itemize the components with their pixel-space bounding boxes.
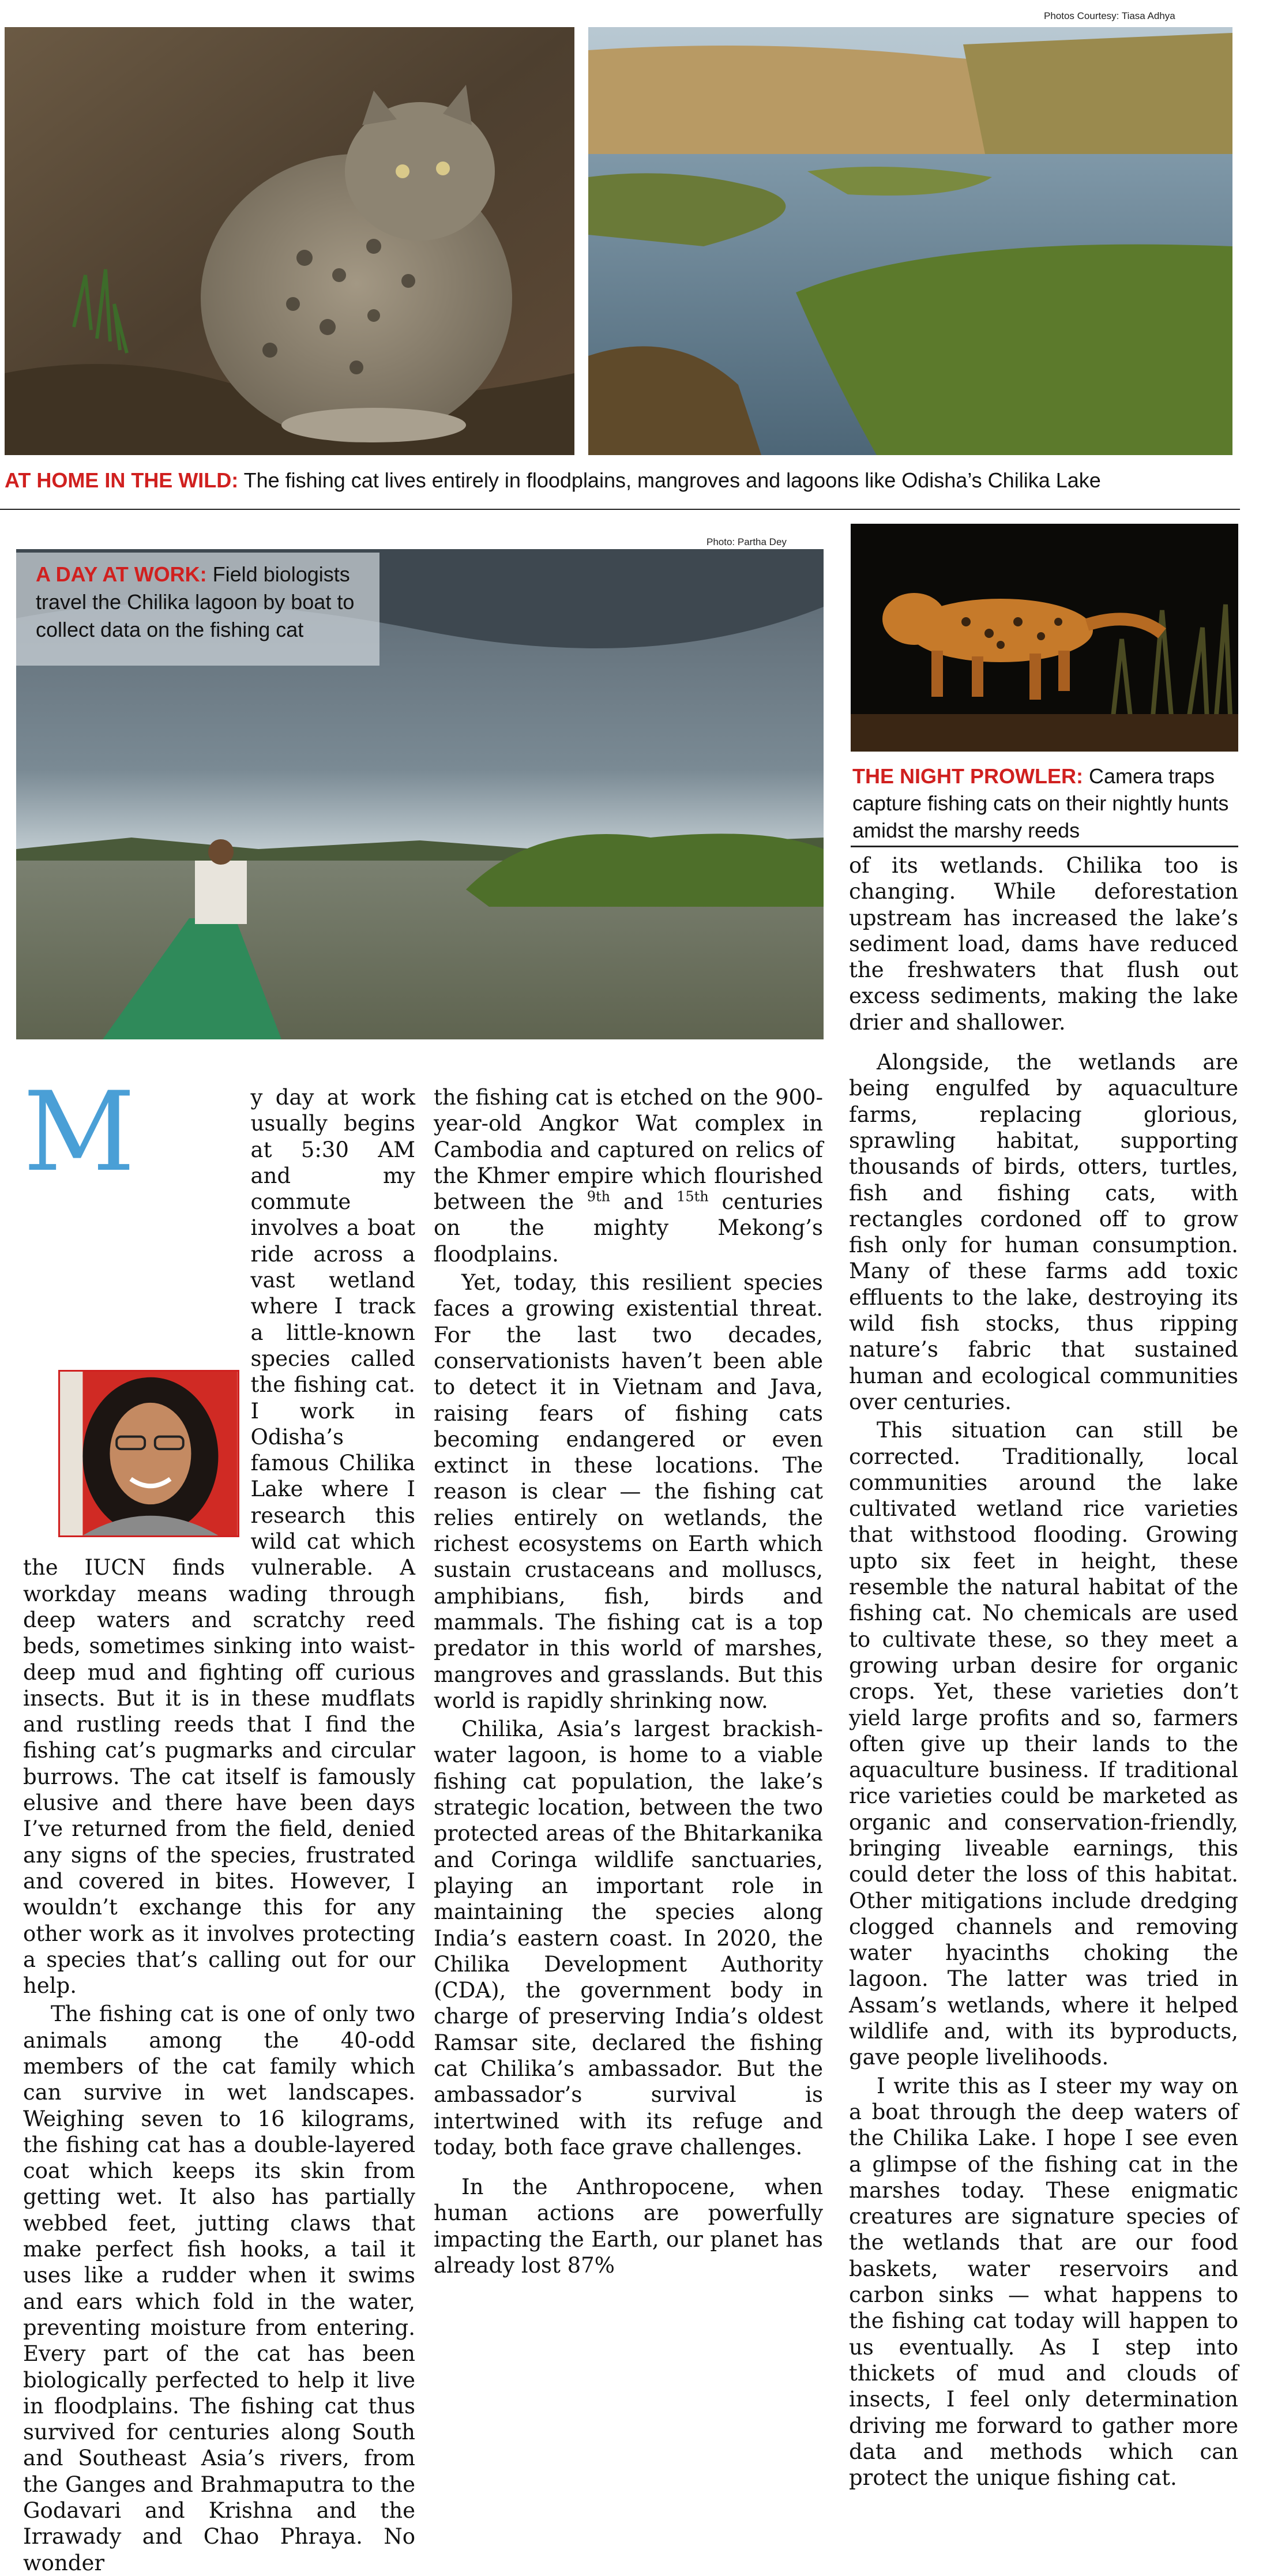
caption-text: Camera traps capture fishing cats on their nightly hunts amidst the marshy reeds <box>852 764 1229 842</box>
photo-credit-middle: Photo: Partha Dey <box>706 536 787 547</box>
caption-day-at-work <box>16 553 379 666</box>
drop-cap: M <box>23 1068 136 1196</box>
paragraph-text: I write this as I steer my way on a boat through the deep waters of the Chilika Lake. I hope I see even a glimpse of the fishing cat in the marshes today. These enigmatic creatures are signature species of the wetlands that are our food baskets, water reservoirs and carbon sinks — what happens to the fishing cat today will happen to us eventually. As I step into thickets of mud and clouds of insects, I feel only determination driving me forward to gather more data and methods which can protect the unique fishing cat. <box>849 2073 1238 2491</box>
superscript: 9th <box>587 1188 611 1205</box>
paragraph-text: y day at work usually begins at 5:30 AM and my commute involves a boat ride across a vast wetland where I track a little-known species called the fishing cat. I work in Odisha’s famous Chilika Lake where I research this wild cat which the IUCN finds vulnerable. A workday means wading through deep waters and scratchy reed beds, sometimes sinking into waist-deep mud and fighting off curious insects. But it is in these mudflats and rustling reeds that I find the fishing cat’s pugmarks and circular burrows. The cat itself is famously elusive and there have been days I’ve returned from the field, denied any signs of the species, frustrated and covered in bites. However, I wouldn’t exchange this for any other work as it involves protecting a species that’s calling out for our help. <box>23 1085 415 1999</box>
paragraph-text: of its wetlands. Chilika too is changing. While deforestation upstream has increased the lake’s sediment load, dams have reduced the freshwaters that flush out excess sediments, making the lake drier and shallower. <box>849 853 1238 1035</box>
article-column-1 <box>23 1068 415 2576</box>
caption-home-in-the-wild <box>5 466 1239 495</box>
paragraph-text: Chilika, Asia’s largest brackish-water lagoon, is home to a viable fishing cat population, the lake’s strategic location, between the two protected areas of the Bhitarkanika and Coringa wildlife sanctuaries, playing an important role in maintaining the species along India’s eastern coast. In 2020, the Chilika Development Authority (CDA), the government body in charge of preserving India’s oldest Ramsar site, declared the fishing cat Chilika’s ambassador. But the ambassador’s survival is intertwined with its refuge and today, both face grave challenges. <box>434 1717 823 2160</box>
article-column-2 <box>434 1084 823 2278</box>
photo-credit-top: Photos Courtesy: Tiasa Adhya <box>1044 10 1175 21</box>
divider <box>851 846 1238 847</box>
caption-text: Field biologists travel the Chilika lagoon by boat to collect data on the fishing cat <box>36 562 355 641</box>
caption-night-prowler <box>852 763 1245 844</box>
paragraph-text: This situation can still be corrected. Traditionally, local communities around the lake cultivated wetland rice varieties that withstood flooding. Growing upto six feet in height, these resemble the natural habitat of the fishing cat. No chemicals are used to cultivate these, so they meet a growing urban desire for organic crops. Yet, these varieties don’t yield large profits and so, farmers often give up their lands to the aquaculture business. If traditional rice varieties could be marketed as organic and conservation-friendly, bringing liveable earnings, this could deter the loss of this habitat. Other mitigations include dredging clogged channels and removing water hyacinths choking the lagoon. The latter was tried in Assam’s wetlands, where it helped wildlife and, with its byproducts, gave people livelihoods. <box>849 1418 1238 2070</box>
paragraph-text: The fishing cat is one of only two animals among the 40-odd members of the cat family which can survive in wet landscapes. Weighing seven to 16 kilograms, the fishing cat has a double-layered coat which keeps its skin from getting wet. It also has partially webbed feet, jutting claws that make perfect fish hooks, a tail it uses like a rudder when it swims and ears which fold in the water, preventing moisture from entering. Every part of the cat has been biologically perfected to help it live in floodplains. The fishing cat thus survived for centuries along South and Southeast Asia’s rivers, from the Ganges and Brahmaputra to the Godavari and Krishna and the Irrawady and Chao Phraya. No wonder <box>23 2002 415 2575</box>
caption-text: The fishing cat lives entirely in floodplains, mangroves and lagoons like Odisha’s Chilika Lake <box>238 468 1101 492</box>
paragraph-text: the fishing cat is etched on the 900-year-old Angkor Wat complex in Cambodia and captured on relics of the Khmer empire which flourished between the <box>434 1085 823 1215</box>
caption-lead: AT HOME IN THE WILD: <box>5 468 239 492</box>
paragraph-text: Alongside, the wetlands are being engulfed by aquaculture farms, replacing glorious, sprawling habitat, supporting thousands of birds, otters, turtles, fish and fishing cats, with rectangles cordoned off to grow fish only for human consumption. Many of these farms add toxic effluents to the lake, destroying its wild fish stocks, thus ripping nature’s fabric that sustained human and ecological communities over centuries. <box>849 1050 1238 1414</box>
paragraph-text: and <box>610 1189 677 1215</box>
caption-lead: THE NIGHT PROWLER: <box>852 764 1083 788</box>
caption-lead: A DAY AT WORK: <box>36 562 207 586</box>
article-column-3 <box>849 853 1238 2491</box>
author-photo <box>58 1370 239 1537</box>
divider <box>0 509 1240 510</box>
paragraph-text: In the Anthropocene, when human actions are powerfully impacting the Earth, our planet has already lost 87% <box>434 2175 823 2278</box>
superscript: 15th <box>677 1188 709 1205</box>
paragraph-text: centuries on the mighty Mekong’s floodplains. <box>434 1189 823 1267</box>
night-cat-photo <box>851 524 1238 752</box>
paragraph-text: Yet, today, this resilient species faces a growing existential threat. For the last two decades, conservationists haven’t been able to detect it in Vietnam and Java, raising fears of fishing cats becoming endangered or even extinct in these locations. The reason is clear — the fishing cat relies entirely on wetlands, the richest ecosystems on Earth which sustain crustaceans and molluscs, amphibians, fish, birds and mammals. The fishing cat is a top predator in this world of marshes, mangroves and grasslands. But this world is rapidly shrinking now. <box>434 1270 823 1713</box>
fishing-cat-photo <box>5 27 574 455</box>
wetland-photo <box>588 27 1232 455</box>
